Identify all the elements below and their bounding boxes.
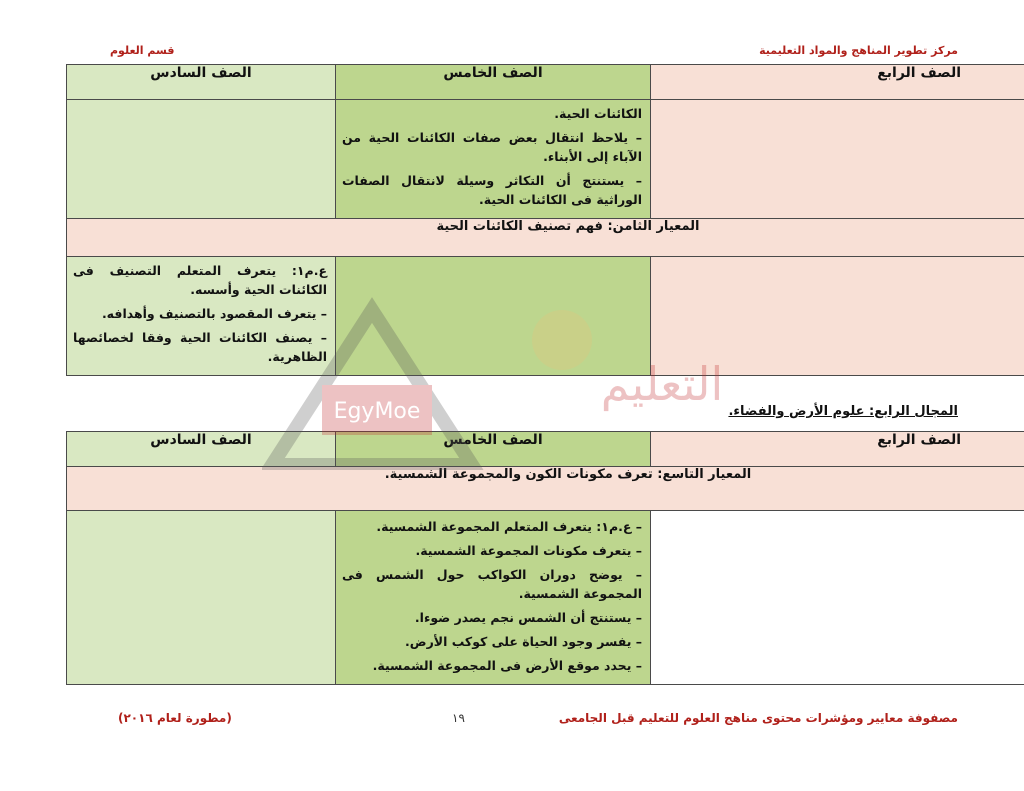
standard-eight: المعيار الثامن: فهم تصنيف الكائنات الحية <box>67 219 1024 257</box>
header-org: مركز تطوير المناهج والمواد التعليمية <box>759 44 958 57</box>
cell-grade6-empty <box>67 100 336 219</box>
footer-edition: (مطورة لعام ٢٠١٦) <box>118 711 232 725</box>
cell-grade4-empty <box>651 257 1024 376</box>
standard-row <box>67 219 1024 257</box>
cell-grade4-empty <box>651 511 1024 685</box>
list-item: – يلاحظ انتقال بعض صفات الكائنات الحية من الآباء إلى الأبناء. <box>342 130 642 164</box>
list-item: – يتعرف مكونات المجموعة الشمسية. <box>415 543 642 558</box>
list-item: ع.م١: يتعرف المتعلم التصنيف فى الكائنات الحية وأسسه. <box>73 263 327 297</box>
watermark-logo-text: EgyMoe <box>333 399 421 424</box>
table-row <box>67 100 1024 219</box>
cell-grade5 <box>336 100 651 219</box>
header-department: قسم العلوم <box>110 44 175 57</box>
page-number: ١٩ <box>452 711 465 725</box>
cell-grade5 <box>336 511 651 685</box>
col-grade4: الصف الرابع <box>651 432 1024 467</box>
col-grade4: الصف الرابع <box>651 65 1024 100</box>
standard-row <box>67 467 1024 511</box>
domain-title: المجال الرابع: علوم الأرض والفضاء. <box>728 404 958 419</box>
list-item: – ع.م١: يتعرف المتعلم المجموعة الشمسية. <box>376 519 642 534</box>
list-item: – يستنتج أن الشمس نجم يصدر ضوءا. <box>414 610 642 625</box>
standards-table-2 <box>66 431 1024 685</box>
list-item: – يحدد موقع الأرض فى المجموعة الشمسية. <box>372 658 642 673</box>
cell-grade6 <box>67 257 336 376</box>
book-icon <box>322 385 432 435</box>
list-item: – يستنتج أن التكاثر وسيلة لانتقال الصفات الوراثية فى الكائنات الحية. <box>342 173 642 207</box>
cell-grade6-empty <box>67 511 336 685</box>
list-item: – يصنف الكائنات الحية وفقا لخصائصها الظاهرية. <box>73 330 327 364</box>
standard-nine: المعيار التاسع: تعرف مكونات الكون والمجموعة الشمسية. <box>67 467 1024 511</box>
col-grade6: الصف السادس <box>67 65 336 100</box>
table-header-row <box>67 432 1024 467</box>
list-item: – يفسر وجود الحياة على كوكب الأرض. <box>405 634 642 649</box>
list-item: – يوضح دوران الكواكب حول الشمس فى المجموعة الشمسية. <box>342 567 642 601</box>
list-item: – يتعرف المقصود بالتصنيف وأهدافه. <box>101 306 327 321</box>
cell-grade5-empty <box>336 257 651 376</box>
list-item: الكائنات الحية. <box>554 106 642 121</box>
footer-title: مصفوفة معايير ومؤشرات محتوى مناهج العلوم للتعليم قبل الجامعى <box>558 711 958 725</box>
table-row <box>67 511 1024 685</box>
table-row <box>67 257 1024 376</box>
cell-grade4-empty <box>651 100 1024 219</box>
watermark-text: التعليم <box>600 357 724 411</box>
col-grade6: الصف السادس <box>67 432 336 467</box>
standards-table-1 <box>66 64 1024 376</box>
col-grade5: الصف الخامس <box>336 65 651 100</box>
table-header-row <box>67 65 1024 100</box>
col-grade5: الصف الخامس <box>336 432 651 467</box>
